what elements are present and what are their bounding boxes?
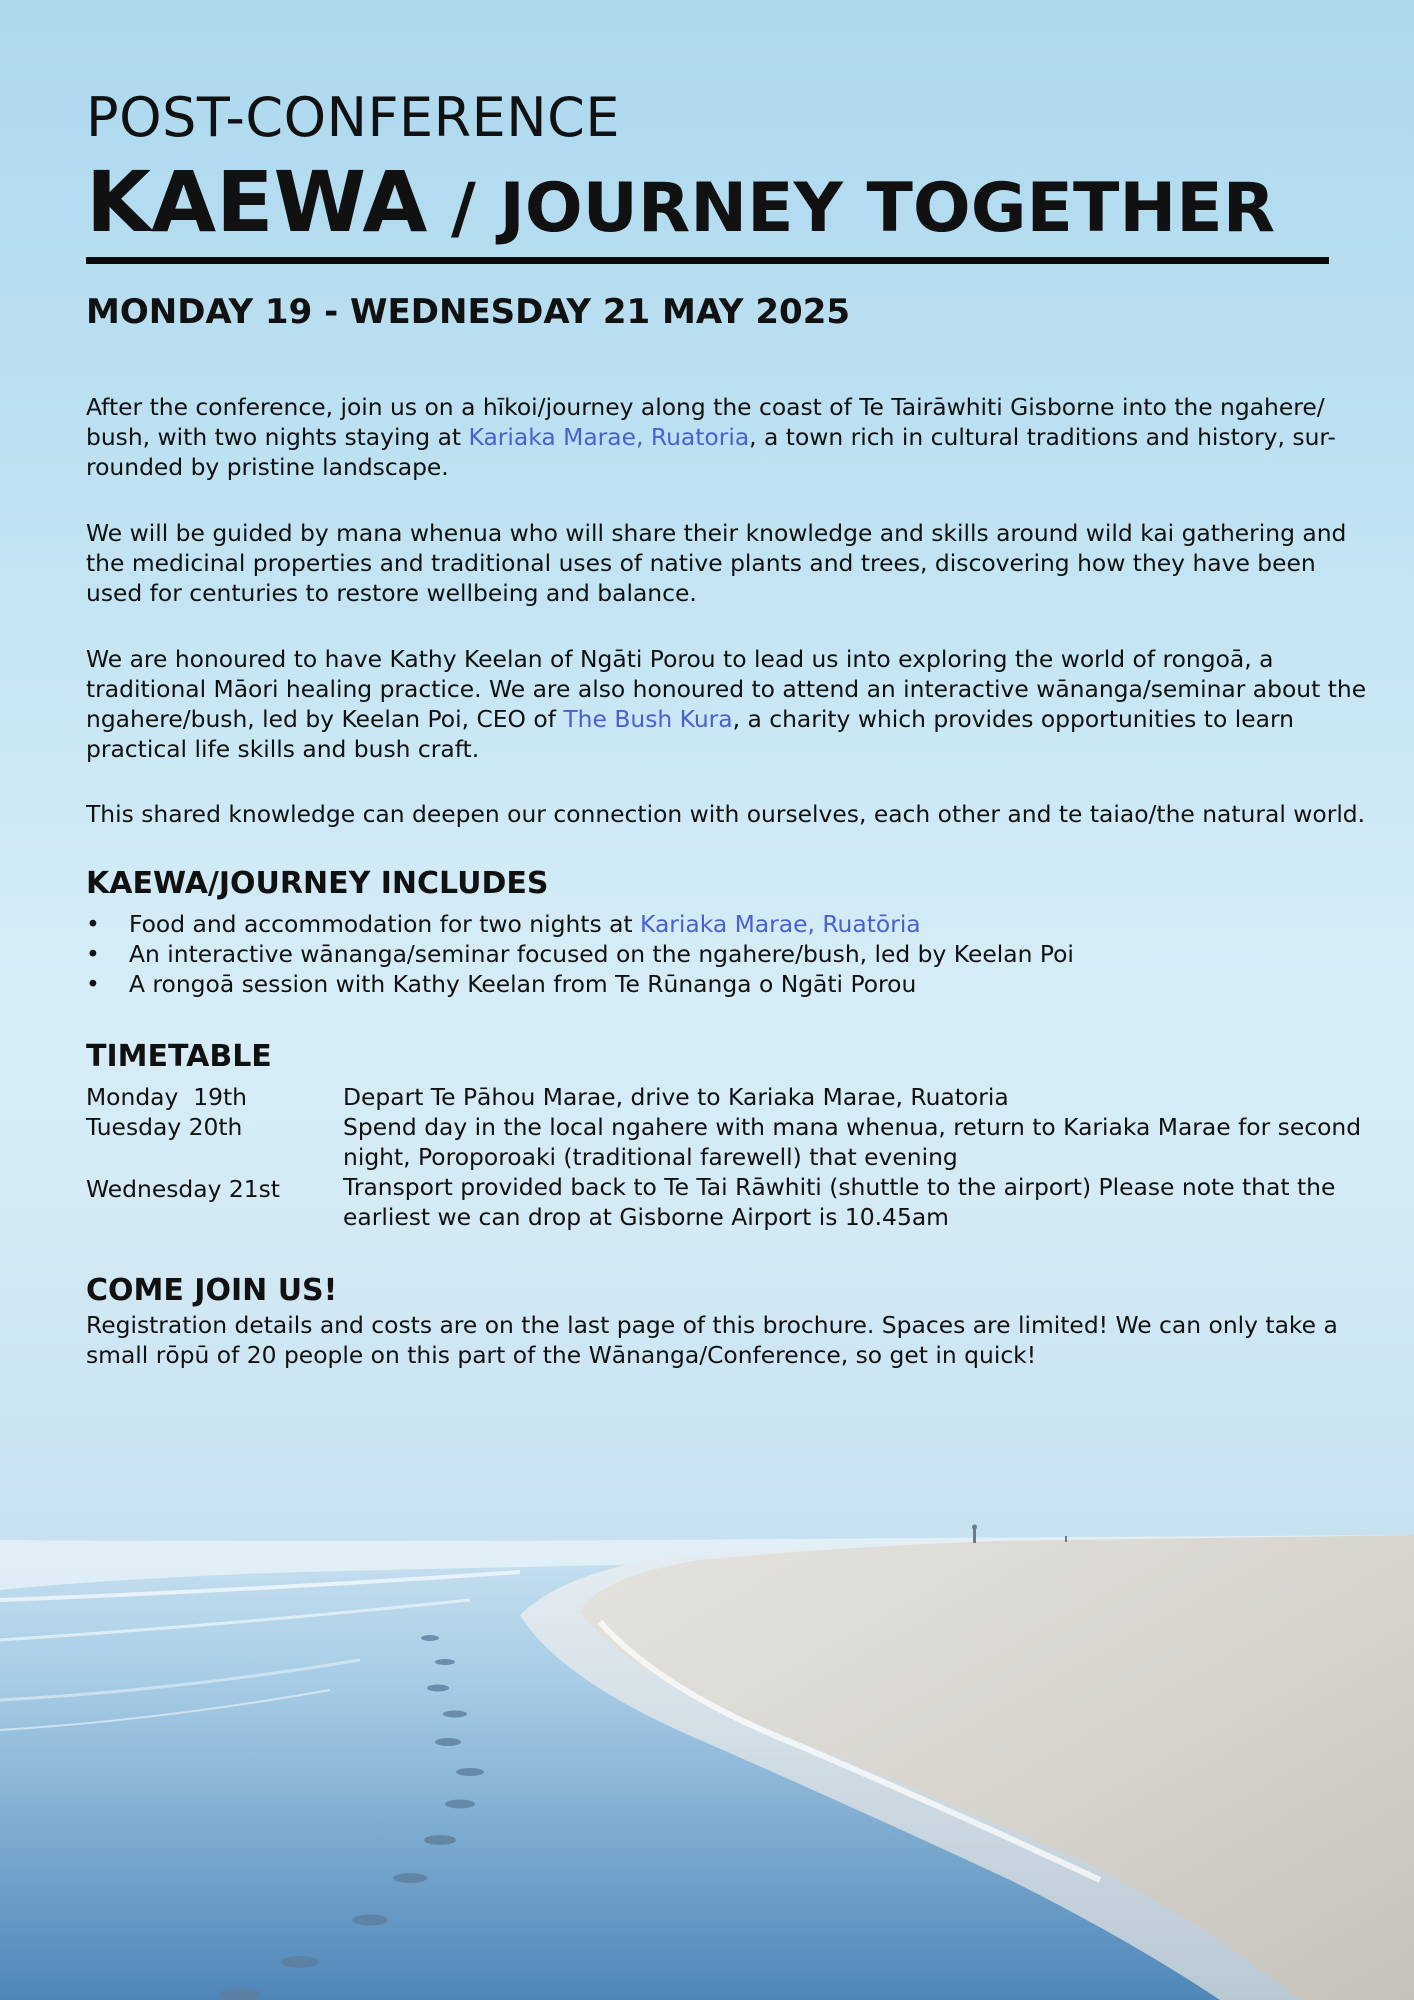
includes-heading: KAEWA/JOURNEY INCLUDES	[86, 866, 549, 901]
title-main: KAEWA	[86, 153, 428, 251]
bush-kura-link[interactable]: The Bush Kura	[563, 705, 733, 733]
intro-p3-end: , a charity which provides opportunities to learn practical life skills and bush craft.	[86, 705, 1294, 763]
include-item-1-text: Food and accommodation for two nights at	[129, 910, 641, 938]
timetable-description: Spend day in the local ngahere with mana whenua, return to Kariaka Marae for second night, Poroporoaki (traditional farewell) that evening	[343, 1113, 1362, 1171]
intro-p3-start: We are honoured to have Kathy Keelan of Ngāti Porou to lead us into exploring the world of rongoā, a traditional Māori healing practice. We are also honoured to attend an interactive wānanga/seminar about the ngahere/bush, led by Keelan Poi, CEO of	[86, 645, 1367, 733]
page-title	[86, 153, 1276, 251]
timetable-day: Monday 19th	[86, 1083, 247, 1111]
title-rest: / JOURNEY TOGETHER	[427, 169, 1276, 248]
list-item	[86, 939, 1074, 969]
list-item	[86, 909, 1074, 939]
includes-list	[86, 909, 1074, 999]
timetable-day: Wednesday 21st	[86, 1175, 280, 1203]
title-divider	[86, 257, 1329, 264]
include-item-3-text: A rongoā session with Kathy Keelan from Te Rūnanga o Ngāti Porou	[129, 970, 917, 998]
timetable-heading: TIMETABLE	[86, 1039, 272, 1074]
intro-p1-end: , a town rich in cultural traditions and history, sur- rounded by pristine landscape.	[86, 423, 1336, 481]
timetable-row	[86, 1172, 1363, 1232]
timetable	[86, 1082, 1363, 1232]
intro-paragraph-3	[86, 644, 1376, 764]
kicker-post-conference: POST-CONFERENCE	[86, 86, 620, 149]
timetable-row	[86, 1112, 1363, 1172]
event-dates: MONDAY 19 - WEDNESDAY 21 MAY 2025	[86, 292, 851, 332]
timetable-row	[86, 1082, 1363, 1112]
kariaka-marae-link[interactable]: Kariaka Marae, Ruatoria	[468, 423, 750, 451]
intro-paragraph-2: We will be guided by mana whenua who will share their knowledge and skills around wild kai gathering and the medicinal properties and traditional uses of native plants and trees, discovering how they have been used for centuries to restore wellbeing and balance.	[86, 519, 1347, 607]
kariaka-marae-ruatoria-link[interactable]: Kariaka Marae, Ruatōria	[640, 910, 921, 938]
join-text: Registration details and costs are on the last page of this brochure. Spaces are limited! We can only take a small rōpū of 20 people on this part of the Wānanga/Conference, so get in quick!	[86, 1311, 1338, 1369]
intro-p1-start: After the conference, join us on a hīkoi/journey along the coast of Te Tairāwhiti Gisborne into the ngahere/ bush, with two nights staying at	[86, 393, 1325, 451]
timetable-day: Tuesday 20th	[86, 1113, 243, 1141]
timetable-description: Depart Te Pāhou Marae, drive to Kariaka Marae, Ruatoria	[343, 1083, 1009, 1111]
include-item-2-text: An interactive wānanga/seminar focused on the ngahere/bush, led by Keelan Poi	[129, 940, 1074, 968]
timetable-description: Transport provided back to Te Tai Rāwhiti (shuttle to the airport) Please note that the earliest we can drop at Gisborne Airport is 10.45am	[343, 1173, 1336, 1231]
list-item	[86, 969, 1074, 999]
intro-paragraph-4: This shared knowledge can deepen our connection with ourselves, each other and te taiao/the natural world.	[86, 800, 1366, 828]
intro-paragraph-1	[86, 392, 1376, 482]
join-heading: COME JOIN US!	[86, 1273, 338, 1308]
